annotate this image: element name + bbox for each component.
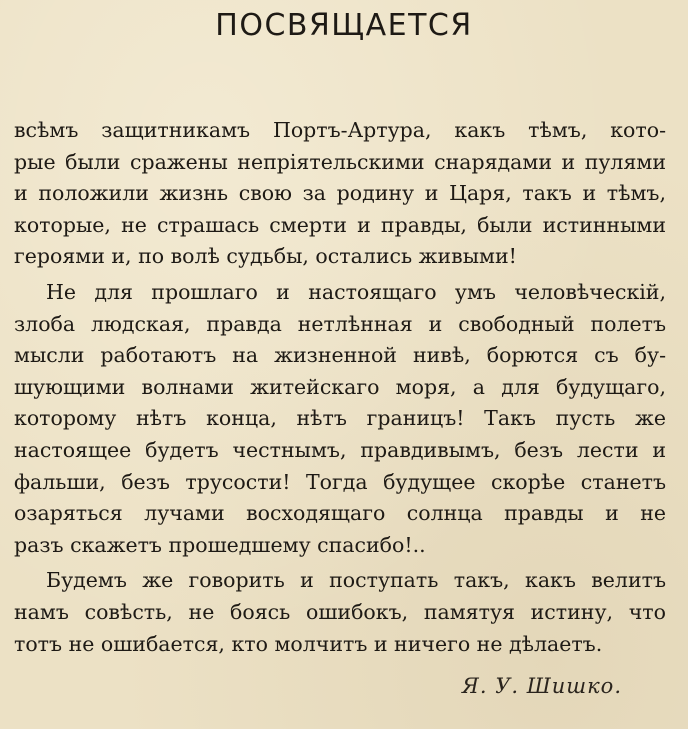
text-line: настоящее будетъ честнымъ, правдивымъ, безъ лести и: [14, 437, 666, 462]
text-line: фальши, безъ трусости! Тогда будущее скорѣе станетъ: [14, 469, 666, 494]
dedication-title: ПОСВЯЩАЕТСЯ: [215, 8, 473, 43]
paragraph-1: [14, 115, 666, 273]
text-line: тотъ не ошибается, кто молчитъ и ничего не дѣлаетъ.: [14, 631, 603, 656]
paragraph-2: [14, 277, 666, 561]
text-line: намъ совѣсть, не боясь ошибокъ, памятуя истину, что: [14, 599, 666, 624]
text-line: разъ скажетъ прошедшему спасибо!..: [14, 532, 426, 557]
text-line: мысли работаютъ на жизненной нивѣ, борются съ бу-: [14, 343, 666, 368]
text-line: которые, не страшась смерти и правды, были истинными: [14, 212, 666, 237]
text-line: рые были сражены непріятельскими снарядами и пулями: [14, 149, 666, 174]
text-line: озаряться лучами восходящаго солнца правды и не: [14, 501, 666, 526]
text-line: шующими волнами житейскаго моря, а для будущаго,: [14, 374, 666, 399]
dedication-text: [14, 115, 666, 660]
text-line: героями и, по волѣ судьбы, остались живыми!: [14, 244, 517, 269]
text-line: Будемъ же говорить и поступать такъ, какъ велитъ: [46, 568, 666, 593]
paragraph-3: [14, 565, 666, 660]
author-signature: Я. У. Шишко.: [461, 674, 622, 698]
text-line: и положили жизнь свою за родину и Царя, такъ и тѣмъ,: [14, 181, 666, 206]
text-line: которому нѣтъ конца, нѣтъ границъ! Такъ пусть же: [14, 406, 666, 431]
text-line: Не для прошлаго и настоящаго умъ человѣческій,: [46, 279, 666, 304]
text-line: злоба людская, правда нетлѣнная и свободный полетъ: [14, 311, 666, 336]
text-line: всѣмъ защитникамъ Портъ-Артура, какъ тѣмъ, кото-: [14, 118, 666, 142]
